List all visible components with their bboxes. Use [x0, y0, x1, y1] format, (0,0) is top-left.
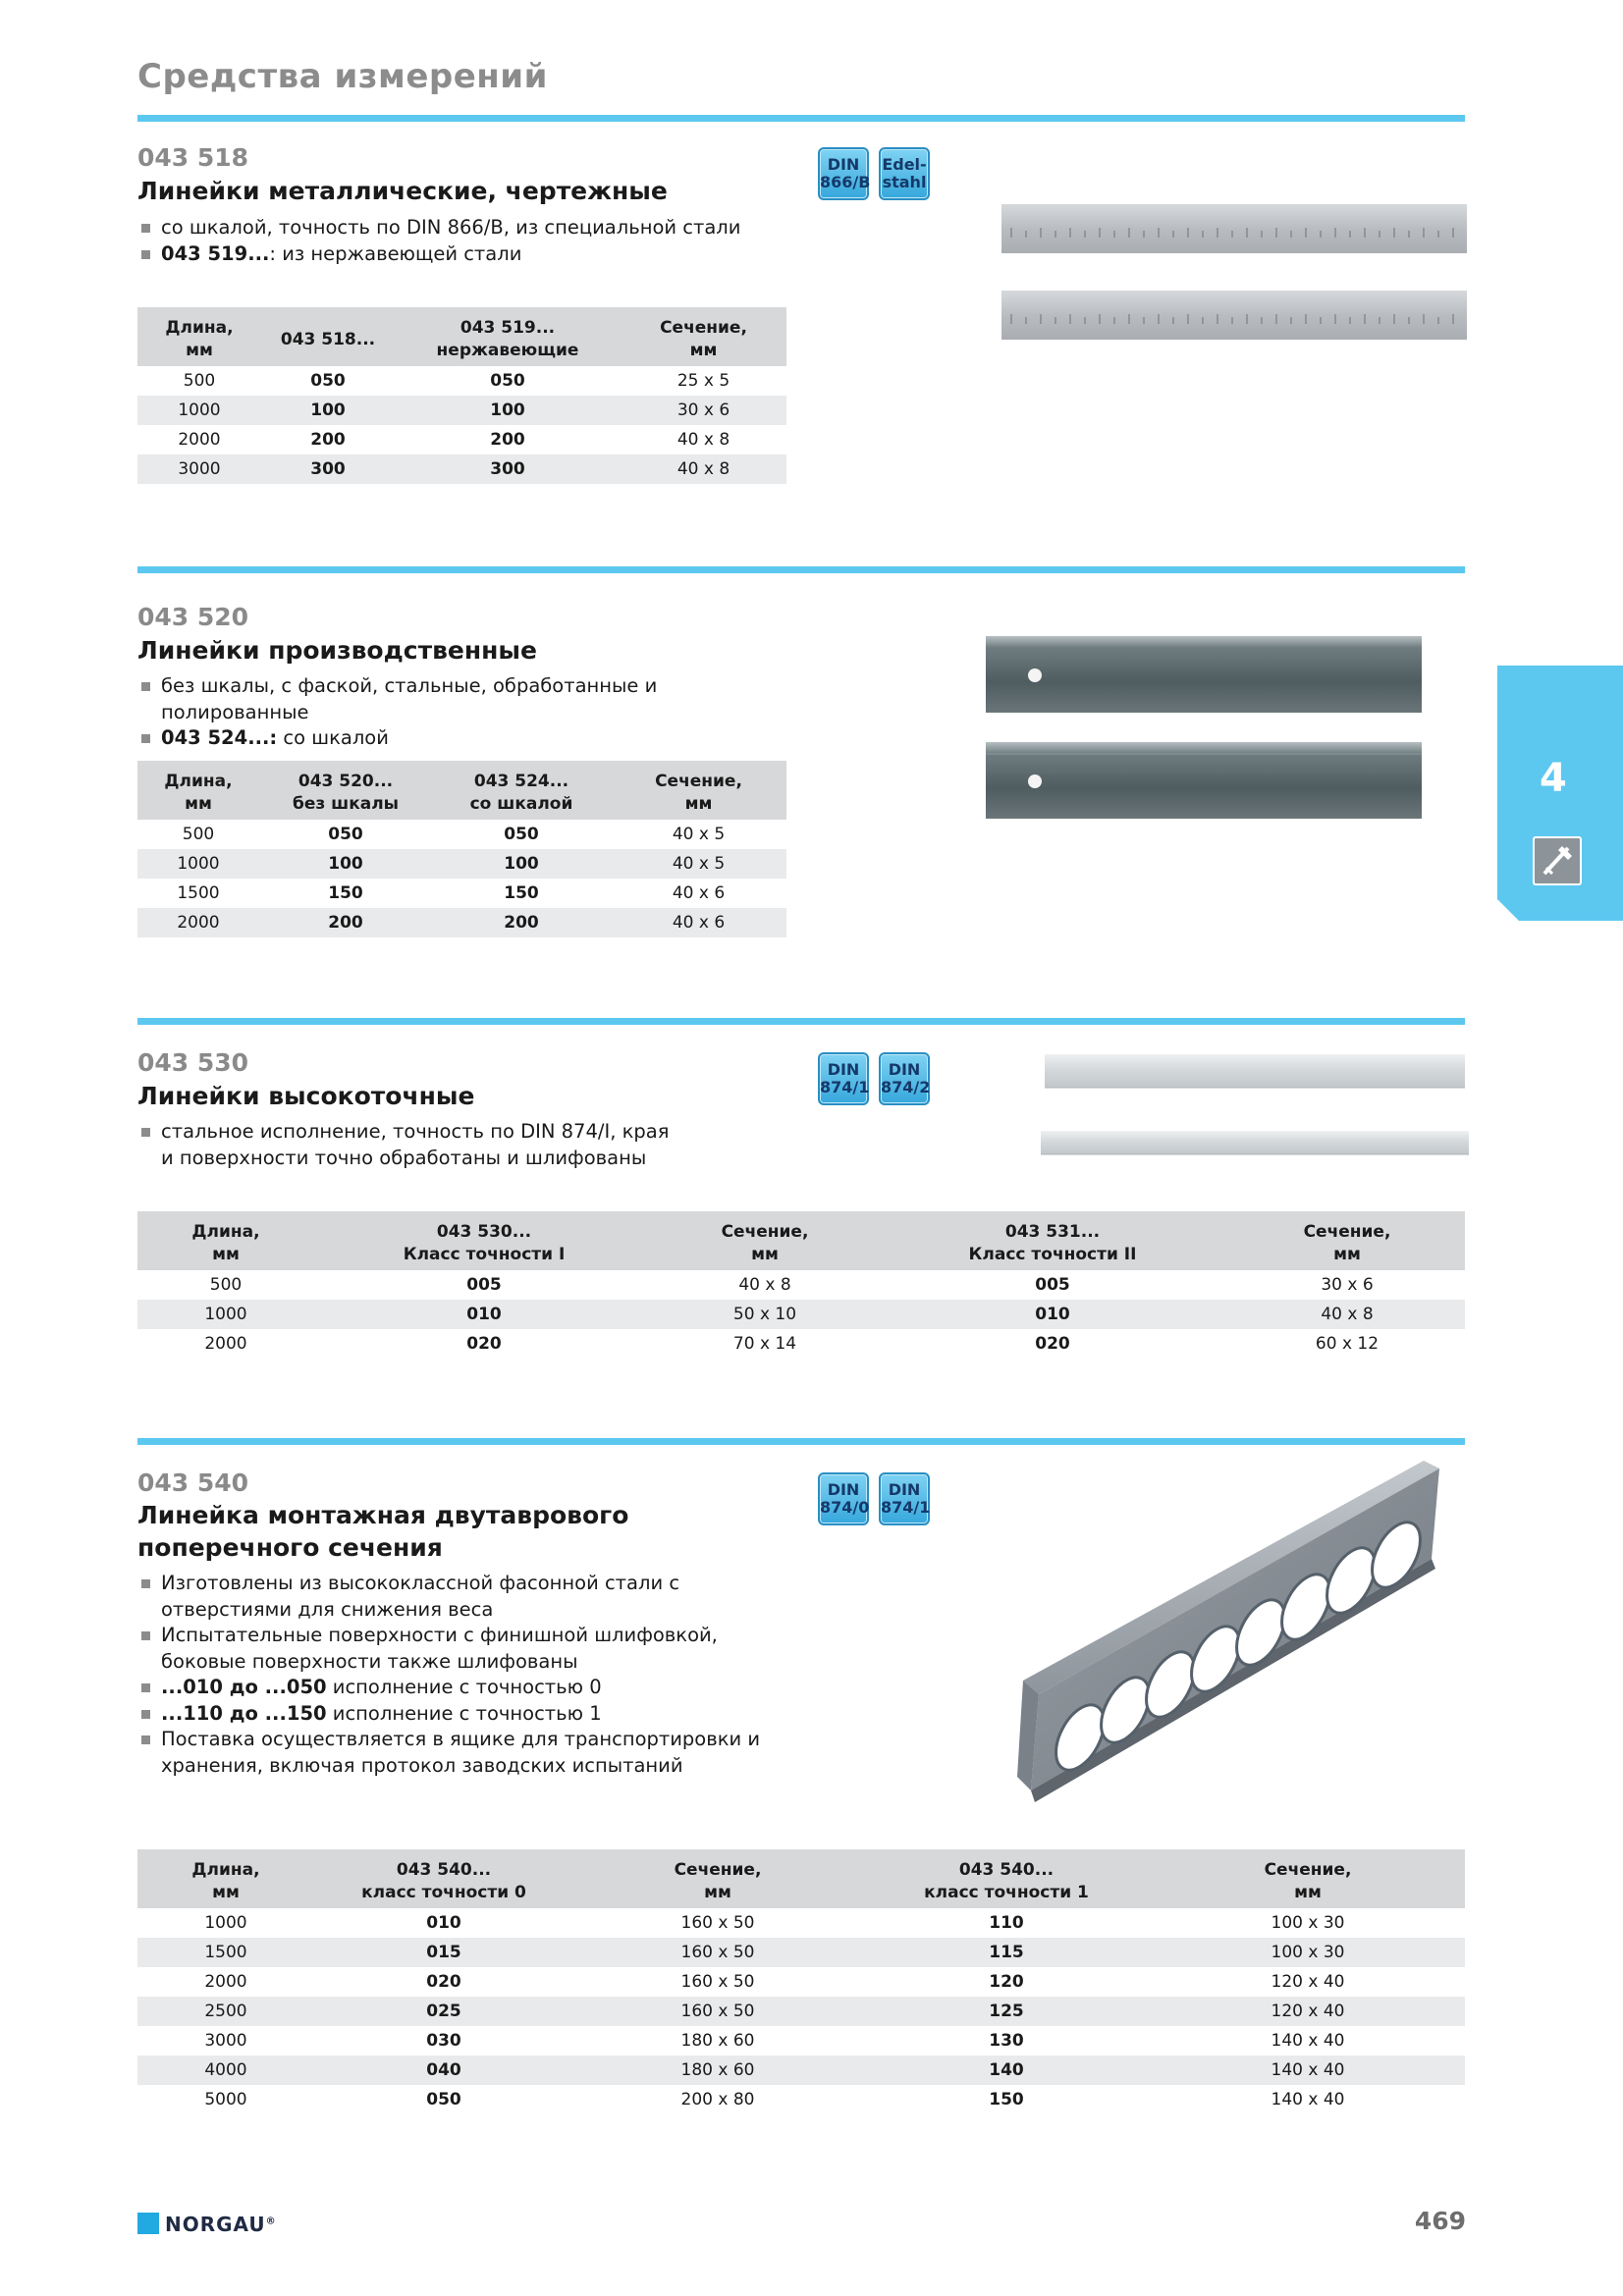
feature-list	[137, 1119, 687, 1171]
caliper-icon	[1533, 836, 1582, 885]
feature-list	[137, 1571, 805, 1779]
feature-item: стальное исполнение, точность по DIN 874/I, края и поверхности точно обработаны и шлифованы	[137, 1119, 687, 1171]
section-code: 043 518	[137, 143, 249, 172]
chapter-number: 4	[1540, 756, 1567, 801]
table-row: 3000 300 300 40 x 8	[137, 454, 786, 484]
din-badge: DIN 874/1	[879, 1472, 930, 1525]
spec-table	[137, 307, 786, 484]
i-beam-ruler-image	[1015, 1453, 1443, 1808]
column-header: Длина, мм	[137, 307, 261, 366]
table-row: 4000 040 180 x 60 140 140 x 40	[137, 2056, 1465, 2085]
table-row: 5000 050 200 x 80 150 140 x 40	[204, 2090, 1345, 2109]
column-header: Сечение, мм	[611, 761, 786, 820]
section-code: 043 520	[137, 603, 249, 631]
feature-item: со шкалой, точность по DIN 866/B, из специальной стали	[137, 215, 766, 241]
page-title: Средства измерений	[137, 57, 548, 96]
table-row: 1500 015 160 x 50 115 100 x 30	[137, 1938, 1465, 1967]
column-header: 043 530... Класс точности I	[314, 1211, 654, 1270]
table-row: 1500 150 150 40 x 6	[177, 883, 726, 903]
din-badge: DIN 874/2	[879, 1052, 930, 1105]
column-header: Сечение, мм	[621, 307, 786, 366]
page-number: 469	[1414, 2207, 1466, 2235]
column-header: Длина, мм	[137, 1849, 314, 1908]
section-divider	[137, 566, 1465, 573]
precision-ruler-image	[1041, 1052, 1469, 1156]
feature-item: Испытательные поверхности с финишной шлифовкой, боковые поверхности также шлифованы	[137, 1623, 805, 1675]
table-row: 2000 020 160 x 50 120 120 x 40	[204, 1972, 1345, 1992]
table-row: 2000 200 200 40 x 6	[137, 908, 786, 937]
table-row: 1000 100 100 40 x 5	[137, 849, 786, 879]
column-header: Сечение, мм	[654, 1211, 876, 1270]
table-row: 500 005 40 x 8 005 30 x 6	[209, 1275, 1374, 1295]
spec-table	[137, 1211, 1465, 1359]
feature-item: ...010 до ...050 исполнение с точностью 0	[137, 1675, 805, 1701]
feature-list	[137, 673, 805, 752]
column-header: 043 519... нержавеющие	[395, 307, 621, 366]
column-header: 043 531... Класс точности II	[876, 1211, 1229, 1270]
table-row: 2000 200 200 40 x 8	[178, 430, 730, 450]
column-header: Сечение, мм	[1151, 1849, 1465, 1908]
column-header: Сечение, мм	[573, 1849, 862, 1908]
column-header: Сечение, мм	[1229, 1211, 1465, 1270]
feature-item: 043 519...: из нержавеющей стали	[137, 241, 766, 268]
spec-table	[137, 1849, 1465, 2114]
column-header: 043 520... без шкалы	[259, 761, 432, 820]
brand-logo: NORGAU®	[165, 2213, 277, 2236]
din-badge: DIN 874/1	[818, 1052, 869, 1105]
section-title: Линейки производственные	[137, 636, 537, 665]
spec-table	[137, 761, 786, 937]
feature-item: Поставка осуществляется в ящике для транспортировки и хранения, включая протокол заводских испытаний	[137, 1727, 805, 1779]
section-title: Линейка монтажная двутаврового поперечного сечения	[137, 1501, 629, 1562]
section-title: Линейки металлические, чертежные	[137, 177, 668, 205]
table-row: 1000 010 50 x 10 010 40 x 8	[137, 1300, 1465, 1329]
column-header: Длина, мм	[137, 761, 259, 820]
feature-item: без шкалы, с фаской, стальные, обработанные и полированные	[137, 673, 805, 725]
table-row: 3000 030 180 x 60 130 140 x 40	[204, 2031, 1345, 2051]
section-title: Линейки высокоточные	[137, 1082, 475, 1110]
table-row: 2500 025 160 x 50 125 120 x 40	[137, 1997, 1465, 2026]
ruler-scale-image	[1001, 204, 1467, 342]
table-row: 500 050 050 25 x 5	[183, 371, 730, 391]
din-badge: DIN 874/0	[818, 1472, 869, 1525]
feature-item: Изготовлены из высококлассной фасонной стали с отверстиями для снижения веса	[137, 1571, 805, 1623]
section-divider	[137, 1438, 1465, 1445]
section-divider	[137, 1018, 1465, 1025]
table-row: 1000 100 100 30 x 6	[137, 396, 786, 425]
feature-item: 043 524...: со шкалой	[137, 725, 805, 752]
section-code: 043 540	[137, 1468, 249, 1497]
section-code: 043 530	[137, 1048, 249, 1077]
column-header: 043 540... класс точности 0	[314, 1849, 573, 1908]
column-header: 043 524... со шкалой	[432, 761, 611, 820]
feature-item: ...110 до ...150 исполнение с точностью 1	[137, 1701, 805, 1728]
table-row: 500 050 050 40 x 5	[182, 825, 726, 844]
section-divider	[137, 115, 1465, 122]
table-row: 2000 020 70 x 14 020 60 x 12	[204, 1334, 1380, 1354]
feature-list	[137, 215, 766, 267]
brand-logo-mark	[137, 2213, 159, 2234]
column-header: Длина, мм	[137, 1211, 314, 1270]
column-header: 043 540... класс точности 1	[862, 1849, 1151, 1908]
table-row: 1000 010 160 x 50 110 100 x 30	[204, 1913, 1345, 1933]
column-header: 043 518...	[261, 307, 395, 366]
material-badge: Edel- stahl	[879, 147, 930, 200]
production-ruler-image	[986, 636, 1422, 821]
din-badge: DIN 866/B	[818, 147, 869, 200]
